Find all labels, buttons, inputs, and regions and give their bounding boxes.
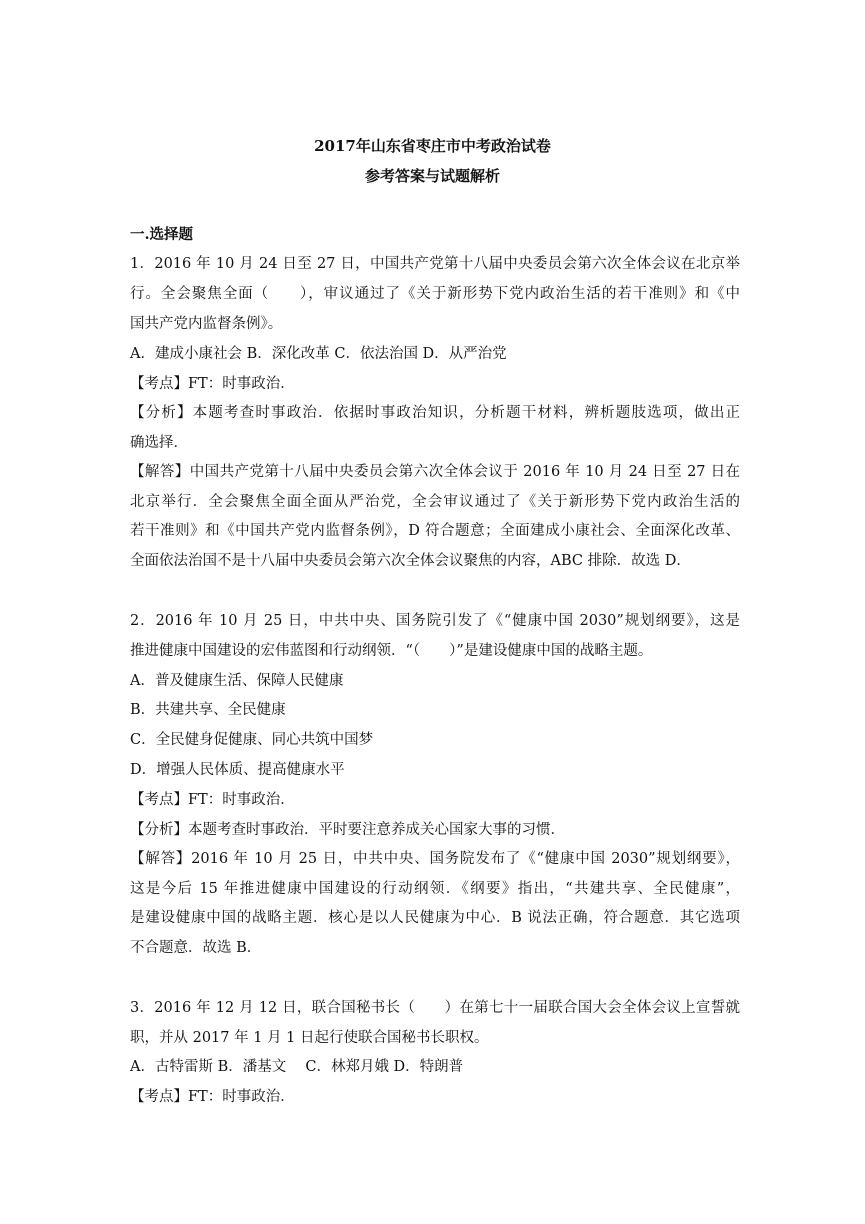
question-2-fenxi: 【分析】本题考查时事政治．平时要注意养成关心国家大事的习惯．	[130, 822, 565, 838]
question-2-kaodian: 【考点】FT：时事政治．	[130, 792, 295, 808]
question-3-stem-line-1: 3．2016 年 12 月 12 日，联合国秘书长（ ）在第七十一届联合国大会全体会议上宣誓就	[130, 1000, 740, 1016]
question-1-kaodian: 【考点】FT：时事政治．	[130, 376, 295, 392]
question-1-fenxi-line-2: 确选择．	[130, 435, 188, 451]
question-2-jieda-line-2: 这是今后 15 年推进健康中国建设的行动纲领．《纲要》指出，“共建共享、全民健康”，	[130, 881, 740, 897]
question-2-option-c: C．全民健身促健康、同心共筑中国梦	[130, 732, 374, 748]
question-2-jieda-line-3: 是建设健康中国的战略主题．核心是以人民健康为中心．B 说法正确，符合题意．其它选项	[130, 910, 740, 926]
question-1-jieda-line-1: 【解答】中国共产党第十八届中央委员会第六次全体会议于 2016 年 10 月 24 日至 27 日在	[130, 464, 740, 480]
question-1-options: A．建成小康社会 B．深化改革 C．依法治国 D．从严治党	[130, 346, 507, 362]
question-3-stem-line-2: 职，并从 2017 年 1 月 1 日起行使联合国秘书长职权。	[130, 1030, 489, 1046]
question-1-jieda-line-2: 北京举行．全会聚焦全面全面从严治党，全会审议通过了《关于新形势下党内政治生活的	[130, 494, 740, 510]
question-3-kaodian: 【考点】FT：时事政治．	[130, 1089, 295, 1105]
question-1-stem-line-1: 1．2016 年 10 月 24 日至 27 日，中国共产党第十八届中央委员会第六次全体会议在北京举	[130, 256, 740, 272]
document-subtitle: 参考答案与试题解析	[364, 167, 500, 185]
question-3-options: A．古特雷斯 B．潘基文 C．林郑月娥 D．特朗普	[130, 1059, 464, 1075]
question-1-stem-line-3: 国共产党内监督条例》。	[130, 316, 283, 332]
question-1-fenxi-line-1: 【分析】本题考查时事政治．依据时事政治知识，分析题干材料，辨析题肢选项，做出正	[130, 405, 740, 421]
question-2-jieda-line-1: 【解答】2016 年 10 月 25 日，中共中央、国务院发布了《“健康中国 2030”规划纲要》，	[130, 851, 740, 867]
question-2-option-b: B．共建共享、全民健康	[130, 702, 286, 718]
question-1-stem-line-2: 行。全会聚焦全面（ ），审议通过了《关于新形势下党内政治生活的若干准则》和《中	[130, 286, 740, 302]
document-title: 2017年山东省枣庄市中考政治试卷	[314, 137, 551, 155]
question-2-option-d: D．增强人民体质、提高健康水平	[130, 762, 345, 778]
question-2-stem-line-1: 2．2016 年 10 月 25 日，中共中央、国务院引发了《“健康中国 2030”规划纲要》，这是	[130, 613, 740, 629]
question-2-stem-line-2: 推进健康中国建设的宏伟蓝图和行动纲领．“（ ）”是建设健康中国的战略主题。	[130, 643, 653, 659]
question-1-jieda-line-4: 全面依法治国不是十八届中央委员会第六次全体会议聚焦的内容，ABC 排除．故选 D．	[130, 553, 691, 569]
section-heading: 一.选择题	[130, 226, 194, 243]
question-2-option-a: A．普及健康生活、保障人民健康	[130, 673, 344, 689]
question-1-jieda-line-3: 若干准则》和《中国共产党内监督条例》，D 符合题意；全面建成小康社会、全面深化改革、	[130, 523, 740, 539]
question-2-jieda-line-4: 不合题意．故选 B．	[130, 940, 262, 956]
